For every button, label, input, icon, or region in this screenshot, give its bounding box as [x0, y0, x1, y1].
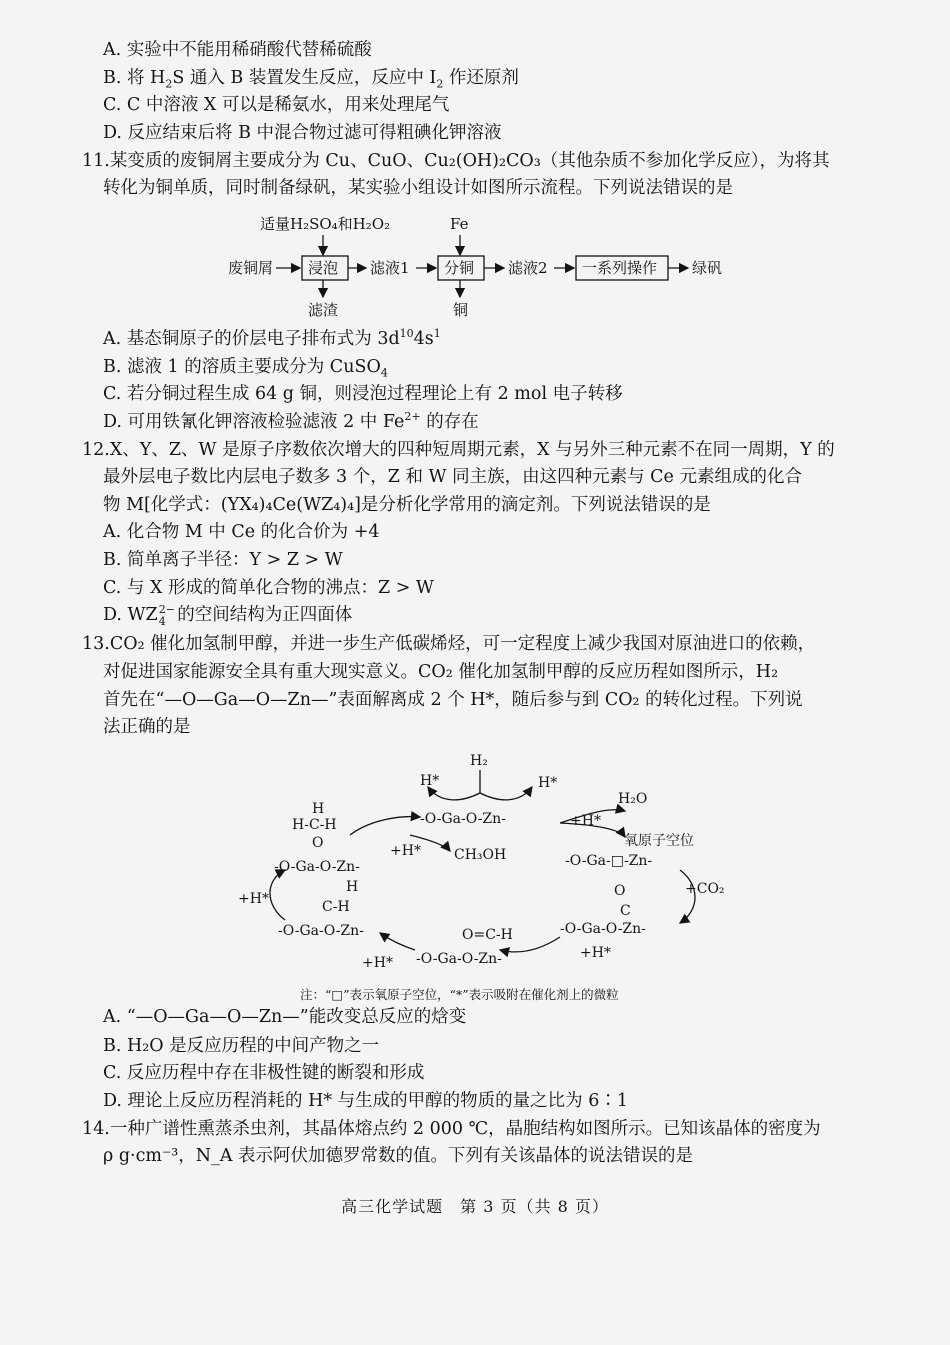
flow-reagent2: Fe	[450, 215, 469, 233]
q11-option-a: A. 基态铜原子的价层电子排布式为 $3d^{10}4s^1$	[103, 327, 441, 349]
page-footer: 高三化学试题 第 3 页（共 8 页）	[341, 1197, 609, 1216]
flow-reagent1: 适量H₂SO₄和H₂O₂	[260, 215, 391, 233]
flow-mid2: 滤液2	[508, 259, 548, 277]
mech-plus-co2: +CO₂	[685, 881, 725, 897]
q12-stem-line2: 最外层电子数比内层电子数多 3 个，Z 和 W 同主族，由这四种元素与 Ce 元素组成的化合	[103, 467, 802, 487]
flow-out2: 铜	[453, 301, 469, 319]
mech-o-c-h: C-H	[322, 899, 350, 915]
q10-option-b: B. 将 $H_2S$ 通入 B 装置发生反应，反应中 $I_2$ 作还原剂	[103, 68, 519, 91]
q13-mechanism-diagram	[230, 745, 740, 980]
q12-option-b: B. 简单离子半径：Y > Z > W	[103, 550, 343, 570]
q13-option-a: A. “—O—Ga—O—Zn—”能改变总反应的焓变	[103, 1007, 467, 1027]
mech-plus-hstar-5: +H*	[390, 843, 421, 859]
mech-o-upper-right: O	[614, 883, 626, 899]
mech-hstar-left: H*	[420, 773, 440, 789]
mech-plus-hstar-4: +H*	[238, 891, 269, 907]
mech-methanol: CH₃OH	[454, 847, 507, 863]
q12-stem-line1: 12.X、Y、Z、W 是原子序数依次增大的四种短周期元素，X 与另外三种元素不在同一周期，Y 的	[82, 440, 835, 460]
mech-water: H₂O	[618, 791, 648, 807]
mech-h-left-lower: H	[346, 879, 359, 895]
q12-option-d: D. WZ 2− 4 的空间结构为正四面体	[103, 603, 353, 628]
mech-h-top-left: H	[312, 801, 325, 817]
q11-stem-line1: 11.某变质的废铜屑主要成分为 Cu、CuO、Cu₂(OH)₂CO₃（其他杂质不参加化学反应），为将其	[82, 151, 830, 171]
q11-stem-line2: 转化为铜单质，同时制备绿矾，某实验小组设计如图所示流程。下列说法错误的是	[103, 178, 733, 198]
q11-option-b: B. 滤液 1 的溶质主要成分为 CuSO$_4$	[103, 357, 388, 380]
q10-option-d: D. 反应结束后将 B 中混合物过滤可得粗碘化钾溶液	[103, 123, 502, 143]
mech-surface-top: -O-Ga-O-Zn-	[420, 811, 506, 827]
q12-option-a: A. 化合物 M 中 Ce 的化合价为 +4	[103, 522, 380, 542]
flow-start: 废铜屑	[228, 259, 274, 277]
flow-mid1: 滤液1	[370, 259, 410, 277]
flow-end: 绿矾	[692, 259, 723, 277]
mech-plus-hstar-1: +H*	[570, 813, 601, 829]
mech-c-right: C	[620, 903, 631, 919]
mech-o-left: O	[312, 835, 324, 851]
q14-stem-line2: ρ g·cm⁻³，N_A 表示阿伏加德罗常数的值。下列有关该晶体的说法错误的是	[103, 1146, 694, 1166]
q13-option-b: B. H₂O 是反应历程的中间产物之一	[103, 1036, 380, 1056]
flow-box3-label: 一系列操作	[582, 259, 658, 277]
flow-box2-label: 分铜	[444, 259, 475, 277]
q12-option-c: C. 与 X 形成的简单化合物的沸点：Z > W	[103, 578, 434, 598]
mech-vacancy-label: 氧原子空位	[624, 833, 694, 849]
mech-surface-right: -O-Ga-O-Zn-	[560, 921, 646, 937]
mech-h2: H₂	[470, 753, 488, 769]
q13-diagram-note: 注：“□”表示氧原子空位，“*”表示吸附在催化剂上的微粒	[300, 987, 619, 1002]
q13-option-d: D. 理论上反应历程消耗的 H* 与生成的甲醇的物质的量之比为 6∶1	[103, 1091, 628, 1111]
mech-hstar-right: H*	[538, 775, 558, 791]
q12-stem-line3: 物 M[化学式：(YX₄)₄Ce(WZ₄)₄]是分析化学常用的滴定剂。下列说法错误的是	[103, 495, 711, 515]
flow-box1-label: 浸泡	[308, 259, 339, 277]
q13-stem-line3: 首先在“—O—Ga—O—Zn—”表面解离成 2 个 H*，随后参与到 CO₂ 的转化过程。下列说	[103, 690, 803, 710]
q11-option-c: C. 若分铜过程生成 64 g 铜，则浸泡过程理论上有 2 mol 电子转移	[103, 384, 623, 404]
q10-option-c: C. C 中溶液 X 可以是稀氨水，用来处理尾气	[103, 95, 450, 115]
mech-o-eq-c-h: O=C-H	[462, 927, 513, 943]
q11-option-d: D. 可用铁氰化钾溶液检验滤液 2 中 $Fe^{2+}$ 的存在	[103, 410, 479, 432]
mech-plus-hstar-3: +H*	[362, 955, 393, 971]
q13-option-c: C. 反应历程中存在非极性键的断裂和形成	[103, 1063, 425, 1083]
mech-plus-hstar-2: +H*	[580, 945, 611, 961]
q11-flow-diagram	[220, 205, 740, 320]
mech-surface-left-lower: -O-Ga-O-Zn-	[278, 923, 364, 939]
mech-hch: H-C-H	[292, 817, 337, 833]
mech-surface-left-upper: -O-Ga-O-Zn-	[274, 859, 360, 875]
flow-out1: 滤渣	[308, 301, 339, 319]
q13-stem-line1: 13.CO₂ 催化加氢制甲醇，并进一步生产低碳烯烃，可一定程度上减少我国对原油进口的依赖，	[82, 634, 816, 654]
mech-vacancy-surface: -O-Ga-□-Zn-	[565, 853, 653, 869]
q13-stem-line2: 对促进国家能源安全具有重大现实意义。CO₂ 催化加氢制甲醇的反应历程如图所示，H₂	[103, 662, 779, 682]
q13-stem-line4: 法正确的是	[103, 717, 191, 737]
q14-stem-line1: 14.一种广谱性熏蒸杀虫剂，其晶体熔点约 2 000 ℃，晶胞结构如图所示。已知该晶体的密度为	[82, 1119, 821, 1139]
q10-option-a: A. 实验中不能用稀硝酸代替稀硫酸	[103, 40, 372, 60]
mech-surface-bottom: -O-Ga-O-Zn-	[416, 951, 502, 967]
